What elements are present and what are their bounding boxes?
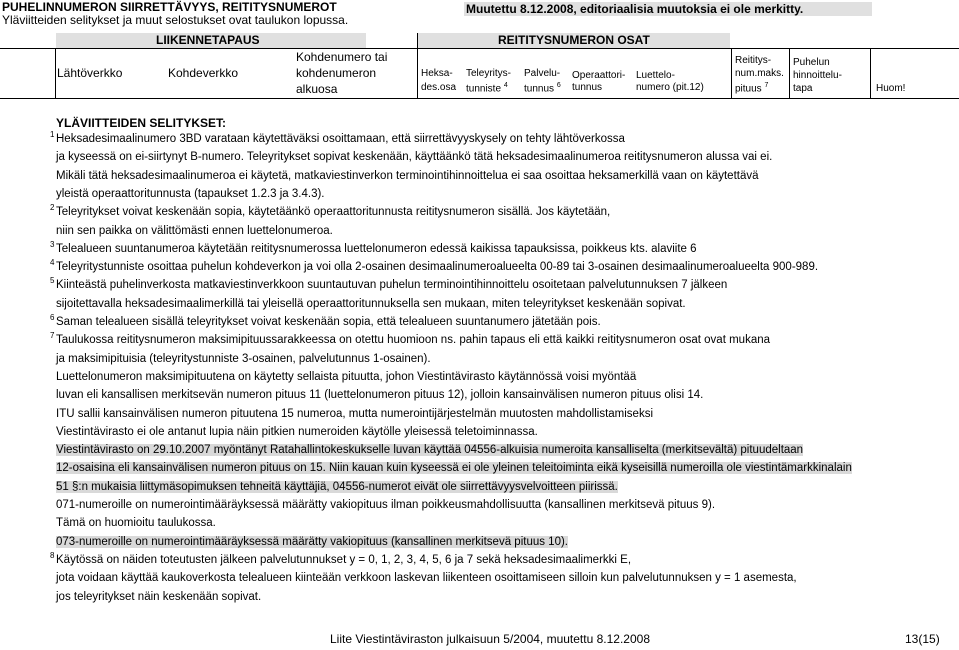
footnote-line (56, 481, 618, 493)
col-kohdenumero: kohdenumeron (296, 66, 377, 80)
footnote-line (56, 225, 333, 237)
footnote-number: 1 (50, 130, 55, 139)
col-palvelu-label: tunnus (524, 83, 555, 95)
footnote-line-text: jota voidaan käyttää kaukoverkosta telealueen kiinteään verkkoon laskevan liikenteen osoittamiseen silloin kun palvelutunnuksen y = 1 asemesta, (56, 572, 797, 585)
col-palvelu (524, 82, 561, 94)
footnote-line (56, 591, 261, 603)
footnote-line-text: Tämä on huomioitu taulukossa. (56, 517, 216, 530)
col-reititys: num.maks. (735, 68, 784, 79)
footnote-line-text: 073-numeroille on numerointimääräyksessä määrätty vakiopituus (kansallinen merkitsevä pituus 10). (56, 535, 568, 548)
footnote-line (56, 298, 686, 310)
footnote-ref: 4 (503, 82, 508, 89)
footnote-line-text: Taulukossa reititysnumeron maksimipituussarakkeessa on otettu huomioon ns. pahin tapaus eli että kaikki reititysnumeron osat ovat mukana (56, 334, 771, 347)
footnote-line (56, 517, 216, 529)
footnote-line-text: yleistä operaattoritunnusta (tapaukset 1.2.3 ja 3.4.3). (56, 187, 325, 200)
footnote-line-text: jos teleyritykset näin keskenään sopivat. (56, 590, 262, 603)
footnote-line-text: Viestintävirasto ei ole antanut lupia näin pitkien numeroiden käytölle yleisessä teletoiminnassa. (56, 425, 538, 438)
col-puhelun: hinnoittelu- (793, 70, 842, 81)
footnote-line-text: Heksadesimaalinumero 3BD varataan käytettäväksi osoittamaan, että siirrettävyyskysely on tehty lähtöverkossa (56, 133, 625, 145)
footnote-line-text: sijoitettavalla heksadesimaalimerkillä tai yleisellä operaattoritunnuksella sen mukaan, miten teleyritykset keskenään sopivat. (56, 297, 686, 310)
footnote-line (56, 206, 610, 218)
footnote-line-text: Telealueen suuntanumeroa käytetään reititysnumerossa luettelonumeron edessä kaikissa tapauksissa, poikkeus kts. alaviite 6 (56, 242, 697, 255)
footnote-line (56, 408, 653, 420)
col-lahtoverkko: Lähtöverkko (57, 66, 123, 80)
footnote-line-text: Teleyritystunniste osoittaa puhelun kohdeverkon ja voi olla 2-osainen desimaalinumeroalueelta 00-89 tai 3-osainen desimaalinumeroalueelta 900-989. (56, 261, 819, 274)
footnote-ref: 7 (764, 82, 769, 89)
footnote-line-text: Saman telealueen sisällä teleyritykset voivat keskenään sopia, että telealueen suuntanumero jätetään pois. (56, 316, 601, 328)
footnote-line (56, 499, 715, 511)
col-operaattori: Operaattori- (572, 70, 626, 81)
column-divider (417, 33, 418, 98)
footnote-line (56, 444, 803, 456)
footnote-line-text: niin sen paikka on välittömästi ennen luettelonumeroa. (56, 224, 333, 237)
footnote-line (56, 371, 636, 383)
footnote-number: 8 (50, 550, 55, 560)
page-title: PUHELINNUMERON SIIRRETTÄVYYS, REITITYSNUMEROT (2, 0, 337, 14)
col-kohdeverkko: Kohdeverkko (168, 66, 239, 80)
footnote-number: 6 (50, 313, 55, 322)
page-number: 13(15) (905, 632, 940, 646)
footnote-line-text: Käytössä on näiden toteutusten jälkeen palvelutunnukset y = 0, 1, 2, 3, 4, 5, 6 ja 7 sekä heksadesimaalimerkki E, (56, 553, 632, 566)
footnote-line (56, 389, 703, 401)
header-divider (0, 48, 959, 49)
footnote-line-text: luvan eli kansallisen merkitsevän numeron pituus 11 (luettelonumeron pituus 12), jolloin kansainvälisen numeron pituus olisi 14. (56, 389, 704, 402)
footnote-line (56, 316, 601, 328)
footnote-number: 7 (50, 331, 55, 341)
col-reititys (735, 82, 768, 94)
col-operaattori: tunnus (572, 82, 603, 93)
page-subtitle: Yläviitteiden selitykset ja muut selostukset ovat taulukon lopussa. (2, 13, 349, 27)
col-tunniste (466, 82, 508, 94)
column-divider (789, 48, 790, 98)
col-puhelun: Puhelun (793, 57, 830, 68)
col-huom: Huom! (876, 83, 906, 94)
footnote-line-text: Mikäli tätä heksadesimaalinumeroa ei käytetä, matkaviestinverkon terminointihinnoittelua ei saa osoittaa heksamerkillä vaan on käytettävä (56, 169, 759, 182)
footnote-line (56, 170, 759, 182)
footnote-line-text: 12-osaisina eli kansainvälisen numeron pituus on 15. Niin kauan kuin kyseessä ei ole yleinen teleitoiminta eikä kyseisillä numeroilla ole viestintämarkkinalain (56, 462, 852, 475)
column-divider (870, 48, 871, 98)
footnote-line (56, 554, 631, 566)
footnote-line (56, 243, 697, 255)
footnote-line (56, 261, 818, 273)
col-heksa: des.osa (421, 82, 457, 93)
col-kohdenumero: alkuosa (296, 82, 338, 96)
footnote-number: 3 (50, 239, 55, 249)
col-reititys: Reititys- (735, 55, 772, 66)
col-palvelu: Palvelu- (524, 68, 561, 79)
footnote-line (56, 151, 772, 163)
section-title: YLÄVIITTEIDEN SELITYKSET: (56, 116, 227, 130)
footnote-line-text: Kiinteästä puhelinverkosta matkaviestinverkkoon suuntautuvan puhelun terminointihinnoittelu osoitetaan palvelutunnuksen 7 jälkeen (56, 279, 728, 292)
footnote-number: 2 (50, 203, 55, 213)
modified-note: Muutettu 8.12.2008, editoriaalisia muutoksia ei ole merkitty. (464, 2, 872, 16)
footnote-number: 5 (50, 276, 55, 286)
footnote-line-text: Viestintävirasto on 29.10.2007 myöntänyt Ratahallintokeskukselle luvan käyttää 04556-alkuisia numeroita kansalliselta (merkitsevältä) pituudeltaan (56, 444, 804, 457)
footnote-line-text: 071-numeroille on numerointimääräyksessä määrätty vakiopituus ilman poikkeusmahdollisuutta (kansallinen merkitsevä pituus 9). (56, 499, 716, 511)
footnote-line-text: ja kyseessä on ei-siirtynyt B-numero. Teleyritykset sopivat keskenään, käyttäänkö tätä heksadesimaalinumeroa reititysnumeron alussa vai ei. (56, 151, 773, 164)
footnote-line (56, 334, 770, 346)
footnote-ref: 6 (556, 82, 561, 89)
footnote-line (56, 462, 852, 474)
col-tunniste-label: tunniste (466, 83, 502, 95)
column-divider (731, 48, 732, 98)
footnote-number: 4 (50, 258, 55, 268)
col-luettelo: numero (pit.12) (636, 82, 704, 93)
footnote-line (56, 279, 727, 291)
footnote-line (56, 572, 797, 584)
reititysnumero-header: REITITYSNUMERON OSAT (498, 33, 650, 47)
footnote-line-text: Teleyritykset voivat keskenään sopia, käytetäänkö operaattoritunnusta reititysnumeron sisällä. Jos käytetään, (56, 206, 611, 219)
col-reititys-label: pituus (735, 83, 762, 95)
footnote-line-text: 51 §:n mukaisia liittymäsopimuksen tehneitä käyttäjiä, 04556-numerot eivät ole siirrettävyysvelvoitteen piirissä. (56, 480, 618, 493)
footnote-line (56, 353, 431, 365)
col-tunniste: Teleyritys- (466, 68, 512, 79)
footnote-line (56, 133, 625, 145)
liikennetapaus-header: LIIKENNETAPAUS (156, 33, 260, 47)
col-puhelun: tapa (793, 83, 813, 94)
footnote-line-text: Luettelonumeron maksimipituutena on käytetty sellaista pituutta, johon Viestintävirasto käytännössä voisi myöntää (56, 370, 637, 383)
footnote-line (56, 536, 568, 548)
column-divider (55, 48, 56, 98)
footnote-line (56, 426, 538, 438)
footer-text: Liite Viestintäviraston julkaisuun 5/2004, muutettu 8.12.2008 (330, 632, 650, 646)
footnote-line-text: ITU sallii kansainvälisen numeron pituutena 15 numeroa, mutta numerointijärjestelmän muutosten mahdollistamiseksi (56, 407, 654, 420)
footnote-line-text: ja maksimipituisia (teleyritystunniste 3-osainen, palvelutunnus 1-osainen). (56, 352, 431, 365)
col-heksa: Heksa- (421, 68, 453, 79)
footnote-line (56, 188, 325, 200)
col-kohdenumero: Kohdenumero tai (296, 50, 388, 64)
header-bottom-divider (0, 98, 959, 99)
col-luettelo: Luettelo- (636, 70, 675, 81)
